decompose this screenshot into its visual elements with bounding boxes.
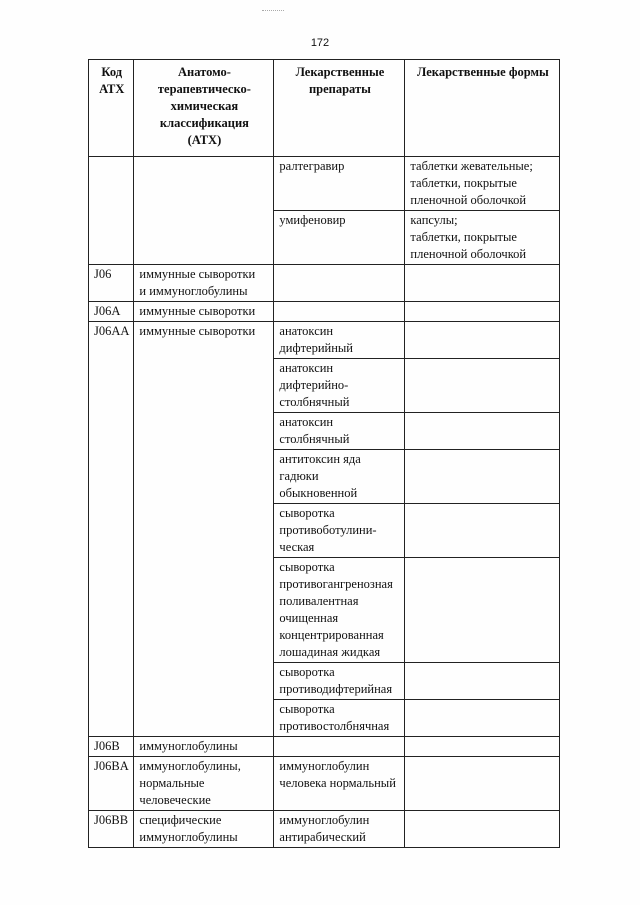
cell-form [405, 558, 560, 663]
cell-form [405, 302, 560, 322]
table-row [89, 265, 560, 302]
cell-drug: сыворотка противогангренозная поливалентная очищенная концентрированная лошадиная жидкая [274, 558, 405, 663]
cell-form [405, 359, 560, 413]
table-row [89, 737, 560, 757]
header-forms: Лекарственные формы [405, 60, 560, 157]
cell-form [405, 504, 560, 558]
page-number: 172 [310, 37, 330, 49]
cell-atc: иммуноглобулины [134, 737, 274, 757]
cell-form [405, 737, 560, 757]
cell-drug: ралтегравир [274, 157, 405, 211]
table-header-row [89, 60, 560, 157]
cell-atc [134, 157, 274, 265]
cell-form [405, 757, 560, 811]
cell-drug: анатоксин дифтерийно- столбнячный [274, 359, 405, 413]
cell-form [405, 663, 560, 700]
cell-form: таблетки жевательные; таблетки, покрытые пленочной оболочкой [405, 157, 560, 211]
cell-drug [274, 265, 405, 302]
table-row [89, 757, 560, 811]
cell-drug: умифеновир [274, 211, 405, 265]
scan-artifact [262, 10, 284, 12]
cell-code: J06B [89, 737, 134, 757]
table-row [89, 302, 560, 322]
header-atc: Анатомо- терапевтическо- химическая классификация (АТХ) [134, 60, 274, 157]
cell-atc: иммунные сыворотки [134, 302, 274, 322]
cell-atc: иммунные сыворотки [134, 322, 274, 737]
table-row [89, 811, 560, 848]
atc-drug-table [88, 59, 560, 848]
cell-form [405, 413, 560, 450]
cell-drug: анатоксин дифтерийный [274, 322, 405, 359]
cell-drug: сыворотка противодифтерийная [274, 663, 405, 700]
cell-code: J06BA [89, 757, 134, 811]
cell-drug [274, 302, 405, 322]
cell-drug: сыворотка противостолбнячная [274, 700, 405, 737]
cell-form [405, 700, 560, 737]
cell-drug: сыворотка противоботулини- ческая [274, 504, 405, 558]
cell-drug: антитоксин яда гадюки обыкновенной [274, 450, 405, 504]
cell-code: J06A [89, 302, 134, 322]
cell-atc: иммуноглобулины, нормальные человеческие [134, 757, 274, 811]
cell-drug: иммуноглобулин антирабический [274, 811, 405, 848]
cell-form: капсулы; таблетки, покрытые пленочной оболочкой [405, 211, 560, 265]
cell-code: J06BB [89, 811, 134, 848]
cell-form [405, 811, 560, 848]
cell-code: J06AA [89, 322, 134, 737]
cell-atc: специфические иммуноглобулины [134, 811, 274, 848]
header-drugs: Лекарственные препараты [274, 60, 405, 157]
cell-drug: анатоксин столбнячный [274, 413, 405, 450]
cell-code: J06 [89, 265, 134, 302]
cell-form [405, 322, 560, 359]
header-code: Код АТХ [89, 60, 134, 157]
cell-atc: иммунные сыворотки и иммуноглобулины [134, 265, 274, 302]
cell-code [89, 157, 134, 265]
cell-form [405, 450, 560, 504]
table-row [89, 322, 560, 359]
cell-form [405, 265, 560, 302]
table-row [89, 157, 560, 211]
cell-drug: иммуноглобулин человека нормальный [274, 757, 405, 811]
cell-drug [274, 737, 405, 757]
